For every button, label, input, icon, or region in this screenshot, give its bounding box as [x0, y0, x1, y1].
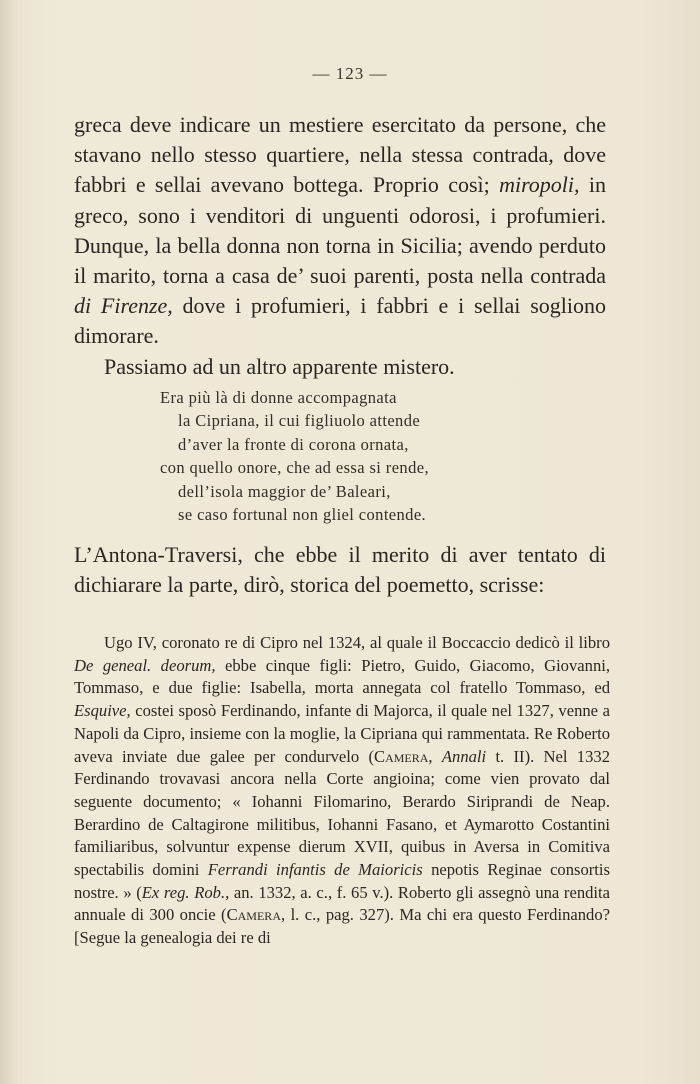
quote-smallcaps: Camera,: [374, 746, 433, 766]
page-number: — 123 —: [312, 64, 388, 83]
quote-text: [433, 747, 442, 766]
quote-text: costei sposò Ferdinando, infante di Majorca, il quale nel 1327, venne a Napoli da Cipro, insieme con la moglie, la Cipriana qui rammentata. Re Roberto aveva inviate due galee per condurvelo (: [74, 701, 610, 766]
quote-text: an. 1332, a. c., f. 65 v.). Roberto gli assegnò una rendita annuale di 300 oncie (: [74, 882, 610, 925]
poem-line: se caso fortunal non gliel contende.: [178, 505, 427, 525]
word-miropoli: miropoli,: [499, 172, 580, 198]
paragraph-2: Passiamo ad un altro apparente mistero.: [104, 353, 455, 379]
quote-italic: Annali: [441, 746, 487, 766]
paragraph-3: L’Antona-Traversi, che ebbe il merito di aver tentato di dichiarare la parte, dirò, storica del poemetto, scrisse:: [74, 542, 606, 598]
quote-text: ebbe cinque figli: Pietro, Guido, Giacomo, Giovanni, Tommaso, e due figlie: Isabella, morta annegata col fratello Tommaso, ed: [74, 655, 610, 698]
paragraph-1-text-b: in greco, sono i venditori di unguenti odorosi, i profumieri. Dunque, la bella donna non torna in Sicilia; avendo perduto il marito, torna a casa de’ suoi parenti, posta nella contrada: [74, 172, 606, 289]
poem-line: dell’isola maggior de’ Baleari,: [178, 481, 391, 501]
quote-italic: Ferrandi infantis de Maioricis: [207, 860, 423, 880]
poem-line: la Cipriana, il cui figliuolo attende: [178, 411, 421, 431]
poem-line: d’aver la fronte di corona ornata,: [178, 434, 409, 454]
phrase-di-firenze: di Firenze,: [74, 293, 173, 319]
quote-italic: Esquive,: [74, 701, 131, 721]
quote-smallcaps: Camera,: [226, 905, 286, 925]
quote-text: nepotis Reginae consortis nostre. » (: [74, 860, 610, 902]
quote-text: l. c., pag. 327). Ma chi era questo Ferdinando? [Segue la genealogia dei re di: [74, 905, 610, 948]
quote-text: t. II). Nel 1332 Ferdinando trovavasi ancora nella Corte angioina; come vien provato dal seguente documento; « Iohanni Filomarino, Berardo Siriprandi de Neap. Berardino de Caltagirone militibus, Iohanni Fasano, et Aymarotto Costantini familiaribus, solvuntur expense dierum XVII, quibus in Aversa in Comitiva spectabilis domini: [74, 746, 610, 880]
poem-line: Era più là di donne accompagnata: [160, 388, 397, 407]
paragraph-1: [74, 110, 606, 352]
quote-italic: De geneal. deorum,: [74, 655, 216, 675]
paragraph-1-text-a: greca deve indicare un mestiere esercitato da persone, che stavano nello stesso quartiere, nella stessa contrada, dove fabbri e sellai avevano bottega. Proprio così;: [74, 112, 606, 198]
poem-quotation: [160, 386, 540, 526]
quote-text: Ugo IV, coronato re di Cipro nel 1324, al quale il Boccaccio dedicò il libro: [104, 633, 610, 652]
paragraph-1-text-c: dove i profumieri, i fabbri e i sellai sogliono dimorare.: [74, 293, 606, 349]
paragraph-miropoli: [74, 110, 606, 382]
block-quotation: [74, 632, 610, 950]
quote-italic: Ex reg. Rob.,: [141, 882, 230, 902]
poem-line: con quello onore, che ad essa si rende,: [160, 458, 429, 478]
